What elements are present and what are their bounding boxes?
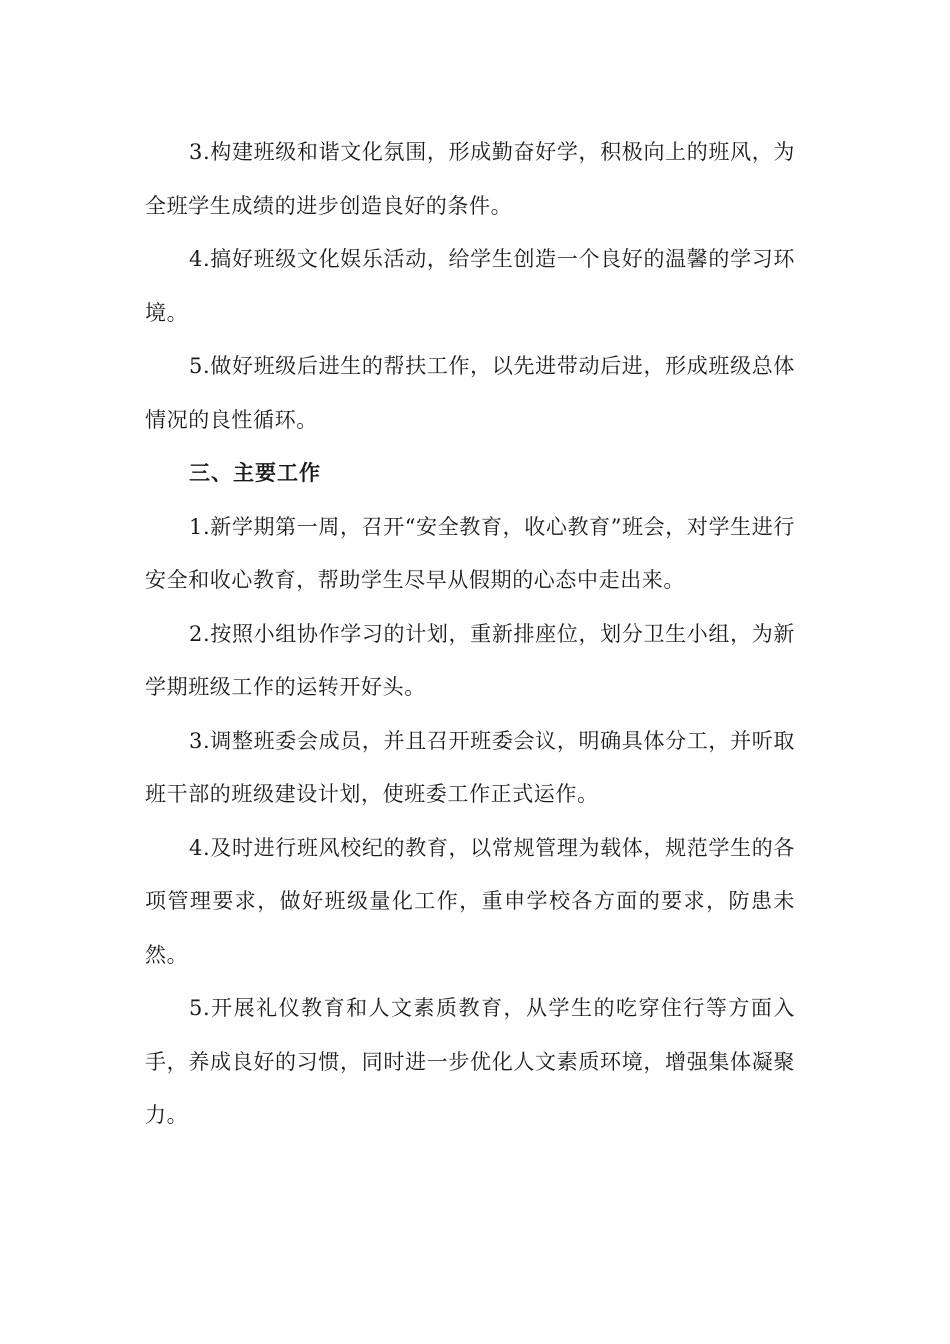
section-heading: 三、主要工作 [189,461,321,485]
paragraph-work-3: 3.调整班委会成员，并且召开班委会议，明确具体分工，并听取班干部的班级建设计划，使班委工作正式运作。 [145,728,795,806]
paragraph-goal-4: 4.搞好班级文化娱乐活动，给学生创造一个良好的温馨的学习环境。 [145,247,795,325]
paragraph-work-1: 1.新学期第一周，召开“安全教育，收心教育”班会，对学生进行安全和收心教育，帮助学生尽早从假期的心态中走出来。 [145,514,795,592]
document-body [145,126,795,1143]
paragraph-work-4: 4.及时进行班风校纪的教育，以常规管理为载体，规范学生的各项管理要求，做好班级量化工作，重申学校各方面的要求，防患未然。 [145,835,795,967]
paragraph-work-2: 2.按照小组协作学习的计划，重新排座位，划分卫生小组，为新学期班级工作的运转开好头。 [145,621,795,699]
paragraph-goal-3: 3.构建班级和谐文化氛围，形成勤奋好学，积极向上的班风，为全班学生成绩的进步创造良好的条件。 [145,140,795,218]
paragraph-work-5: 5.开展礼仪教育和人文素质教育，从学生的吃穿住行等方面入手，养成良好的习惯，同时进一步优化人文素质环境，增强集体凝聚力。 [145,996,795,1127]
paragraph-goal-5: 5.做好班级后进生的帮扶工作，以先进带动后进，形成班级总体情况的良性循环。 [145,354,795,432]
